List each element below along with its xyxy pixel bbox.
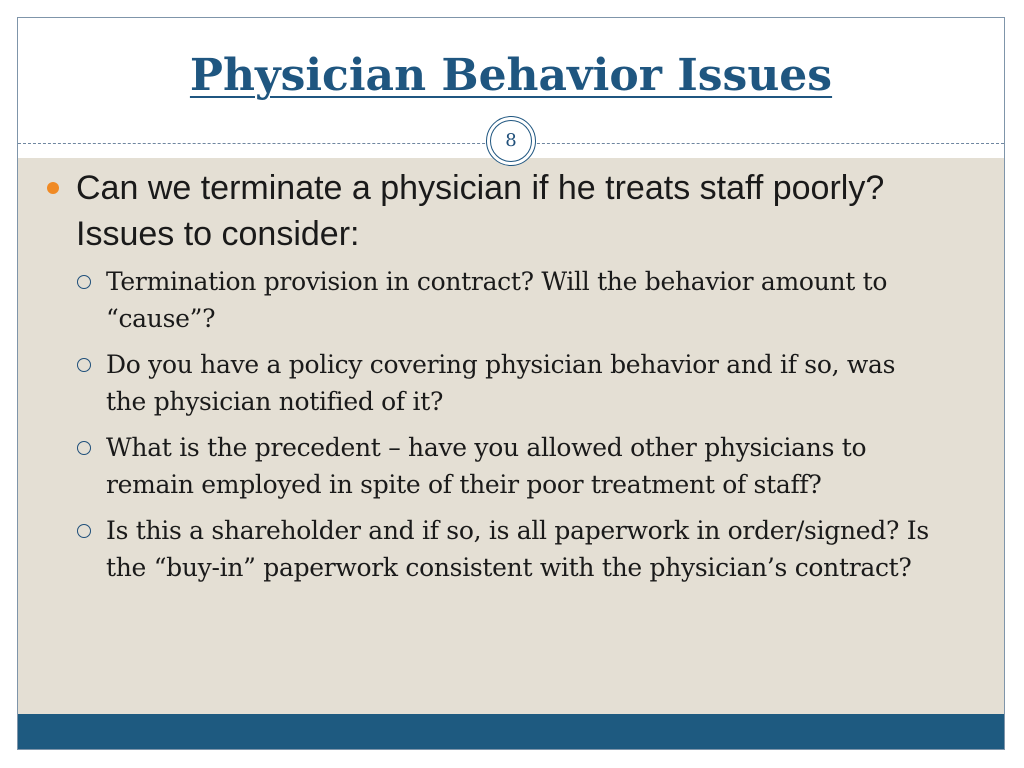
sub-bullet-text: What is the precedent – have you allowed other physicians to remain employed in spite of their poor treatment of staff? [106, 433, 867, 499]
bottom-bar [18, 714, 1004, 749]
sub-bullet-text: Is this a shareholder and if so, is all paperwork in order/signed? Is the “buy-in” paperwork consistent with the physician’s contract? [106, 516, 929, 582]
main-bullet-text: Can we terminate a physician if he treats staff poorly? Issues to consider: [76, 169, 885, 253]
circle-bullet-icon [77, 441, 91, 455]
sub-bullet-text: Termination provision in contract? Will the behavior amount to “cause”? [106, 267, 888, 333]
main-bullet [40, 165, 940, 257]
sub-bullet [40, 512, 940, 586]
sub-bullet-list [40, 263, 940, 586]
circle-bullet-icon [77, 524, 91, 538]
sub-bullet [40, 346, 940, 420]
bullet-list [40, 165, 940, 595]
sub-bullet-text: Do you have a policy covering physician behavior and if so, was the physician notified of it? [106, 350, 896, 416]
sub-bullet [40, 429, 940, 503]
page-number-badge [486, 116, 536, 166]
sub-bullet [40, 263, 940, 337]
slide-title: Physician Behavior Issues [189, 50, 833, 101]
bullet-dot-icon [47, 182, 59, 194]
circle-bullet-icon [77, 358, 91, 372]
circle-bullet-icon [77, 275, 91, 289]
page-number: 8 [490, 120, 532, 162]
